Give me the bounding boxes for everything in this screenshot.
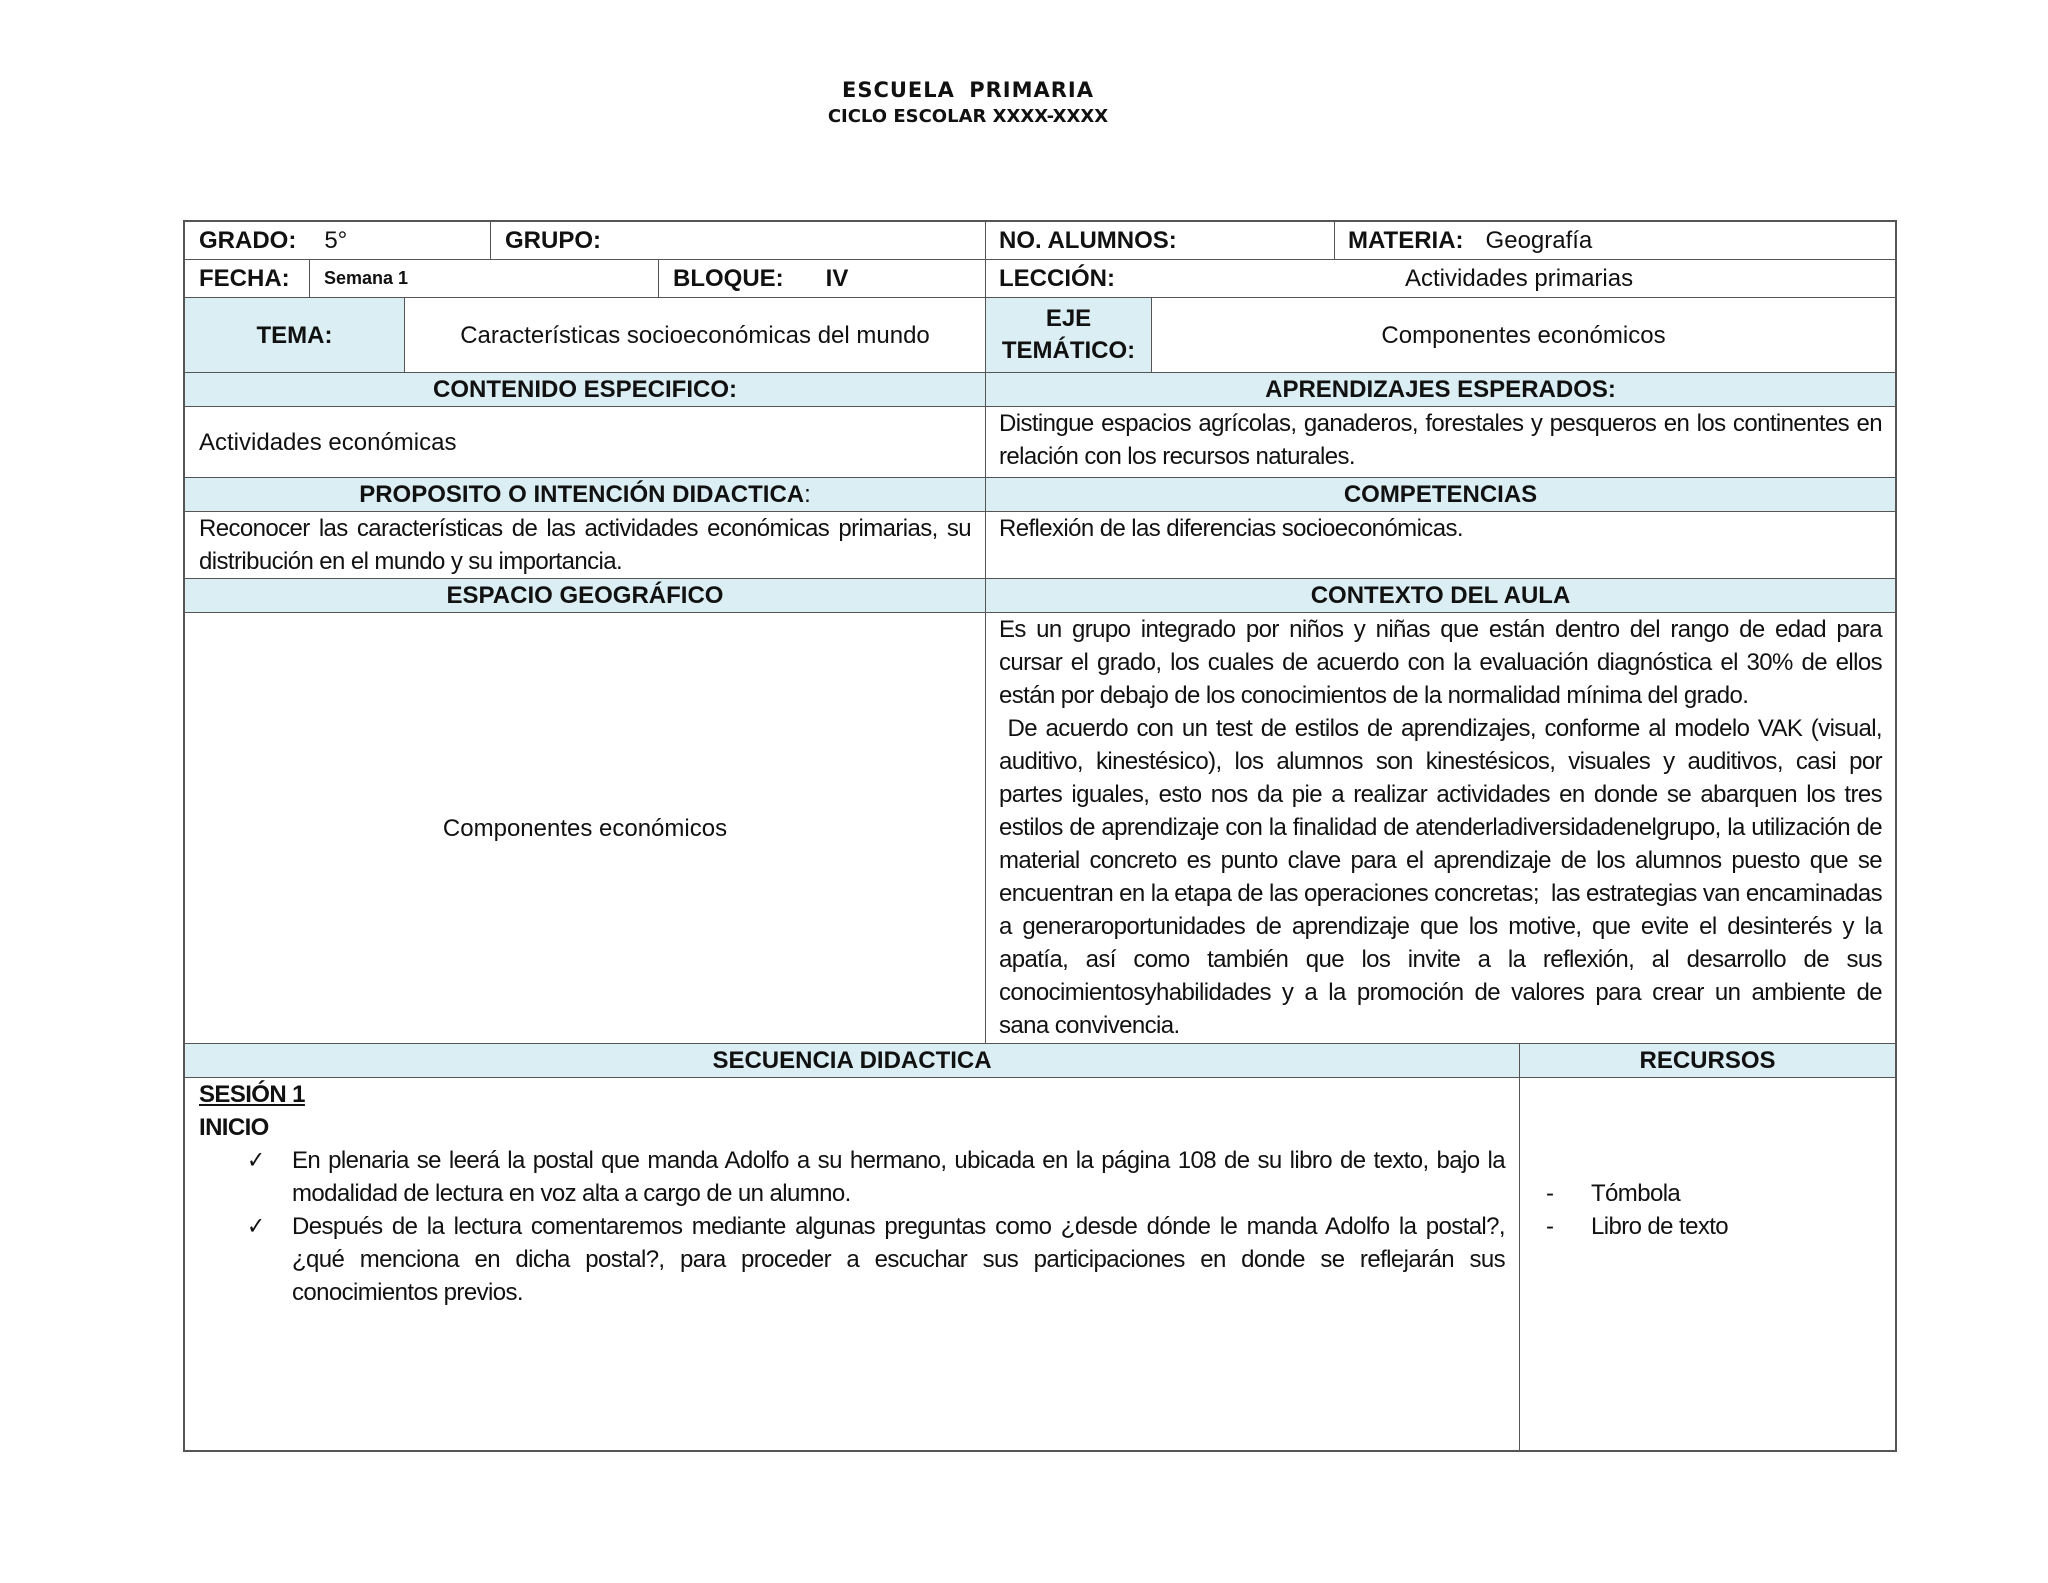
grado-value: 5° [324,227,348,254]
contexto-cell [985,612,1896,1044]
materia-cell [1334,221,1896,260]
materia-label: MATERIA: [1348,227,1464,254]
espacio-title: ESPACIO GEOGRÁFICO [446,582,724,609]
secuencia-cell [184,1077,1520,1451]
fecha-value: Semana 1 [324,268,409,288]
recursos-cell [1519,1077,1896,1451]
secuencia-header [184,1043,1520,1078]
grupo-cell [490,221,986,260]
school-cycle: CICLO ESCOLAR XXXX-XXXX [827,106,1109,127]
tema-value-cell [404,297,986,373]
check-icon: ✓ [247,1212,265,1240]
fecha-value-cell [309,259,659,298]
grado-label: GRADO: [199,227,297,254]
bloque-label: BLOQUE: [673,265,784,292]
alumnos-label: NO. ALUMNOS: [999,227,1177,254]
espacio-text: Componentes económicos [442,814,728,842]
dash-marker: - [1546,1180,1554,1207]
session-title: SESIÓN 1 [199,1081,305,1108]
competencias-header [985,477,1896,512]
activity-text-1: En plenaria se leerá la postal que manda Adolfo a su hermano, ubicada en la página 108 de su libro de texto, bajo la modalidad de lectura en voz alta a cargo de un alumno. [292,1147,1505,1207]
eje-value-cell [1151,297,1896,373]
eje-value: Componentes económicos [1381,321,1666,349]
espacio-cell [184,612,986,1044]
tema-label: TEMA: [256,321,333,349]
materia-value: Geografía [1485,227,1593,254]
school-name: ESCUELA PRIMARIA [842,78,1094,102]
phase-title: INICIO [199,1114,269,1141]
recurso-1: Tómbola [1591,1180,1681,1207]
secuencia-title: SECUENCIA DIDACTICA [712,1047,992,1074]
leccion-value: Actividades primarias [1405,265,1634,292]
aprendizajes-text: Distingue espacios agrícolas, ganaderos, forestales y pesqueros en los continentes en relación con los recursos naturales. [999,410,1882,470]
espacio-header [184,578,986,613]
eje-label-line2: TEMÁTICO: [1001,337,1136,364]
contexto-header [985,578,1896,613]
eje-label-line1: EJE [1045,305,1092,332]
aprendizajes-header [985,372,1896,407]
aprendizajes-title: APRENDIZAJES ESPERADOS: [1265,376,1616,403]
contenido-cell [184,406,986,478]
check-icon: ✓ [247,1146,265,1174]
leccion-cell [985,259,1896,298]
recurso-2: Libro de texto [1591,1213,1729,1240]
contexto-title: CONTEXTO DEL AULA [1310,582,1571,609]
list-item [247,1144,1505,1210]
tema-label-cell [184,297,405,373]
competencias-text: Reflexión de las diferencias socioeconómicas. [999,515,1463,542]
contenido-title: CONTENIDO ESPECIFICO: [432,376,738,403]
activity-list [199,1144,1505,1309]
contenido-header [184,372,986,407]
competencias-title: COMPETENCIAS [1343,481,1538,508]
tema-value: Características socioeconómicas del mundo [460,321,930,349]
fecha-cell [184,259,310,298]
proposito-colon: : [804,481,811,508]
leccion-label: LECCIÓN: [999,265,1115,292]
aprendizajes-cell [985,406,1896,478]
competencias-cell [985,511,1896,579]
recursos-title: RECURSOS [1639,1047,1776,1074]
lesson-plan-table [183,220,1897,1452]
alumnos-cell [985,221,1335,260]
proposito-cell [184,511,986,579]
grado-cell [184,221,491,260]
contenido-text: Actividades económicas [199,428,457,456]
recursos-header [1519,1043,1896,1078]
contexto-paragraph-1: Es un grupo integrado por niños y niñas que están dentro del rango de edad para cursar el grado, los cuales de acuerdo con la evaluación diagnóstica el 30% de ellos están por debajo de los conocimientos de la normalidad mínima del grado. [999,616,1882,709]
list-item [247,1210,1505,1309]
bloque-value: IV [825,265,849,292]
recursos-list [1546,1177,1869,1243]
list-item [1546,1177,1869,1210]
fecha-label: FECHA: [199,265,290,292]
list-item [1546,1210,1869,1243]
proposito-header [184,477,986,512]
proposito-text: Reconocer las características de las actividades económicas primarias, su distribución en el mundo y su importancia. [199,515,971,575]
proposito-title: PROPOSITO O INTENCIÓN DIDACTICA [359,481,805,508]
document-header [0,76,1936,130]
dash-marker: - [1546,1213,1554,1240]
eje-label-cell [985,297,1152,373]
grupo-label: GRUPO: [505,227,601,254]
contexto-paragraph-2: De acuerdo con un test de estilos de aprendizajes, conforme al modelo VAK (visual, auditivo, kinestésico), los alumnos son kinestésicos, visuales y auditivos, casi por partes iguales, esto nos da pie a realizar actividades en donde se abarquen los tres estilos de aprendizaje con la finalidad de atenderladiversidadenelgrupo, la utilización de material concreto es punto clave para el aprendizaje de los alumnos puesto que se encuentran en la etapa de las operaciones concretas; las estrategias van encaminadas a generaroportunidades de aprendizaje que los motive, que evite el desinterés y la apatía, así como también que los invite a la reflexión, al desarrollo de sus conocimientosyhabilidades y a la promoción de valores para crear un ambiente de sana convivencia. [999,715,1889,1039]
bloque-cell [658,259,986,298]
activity-text-2: Después de la lectura comentaremos mediante algunas preguntas como ¿desde dónde le manda Adolfo la postal?, ¿qué menciona en dicha postal?, para proceder a escuchar sus participaciones en donde se reflejarán sus conocimientos previos. [292,1213,1505,1306]
